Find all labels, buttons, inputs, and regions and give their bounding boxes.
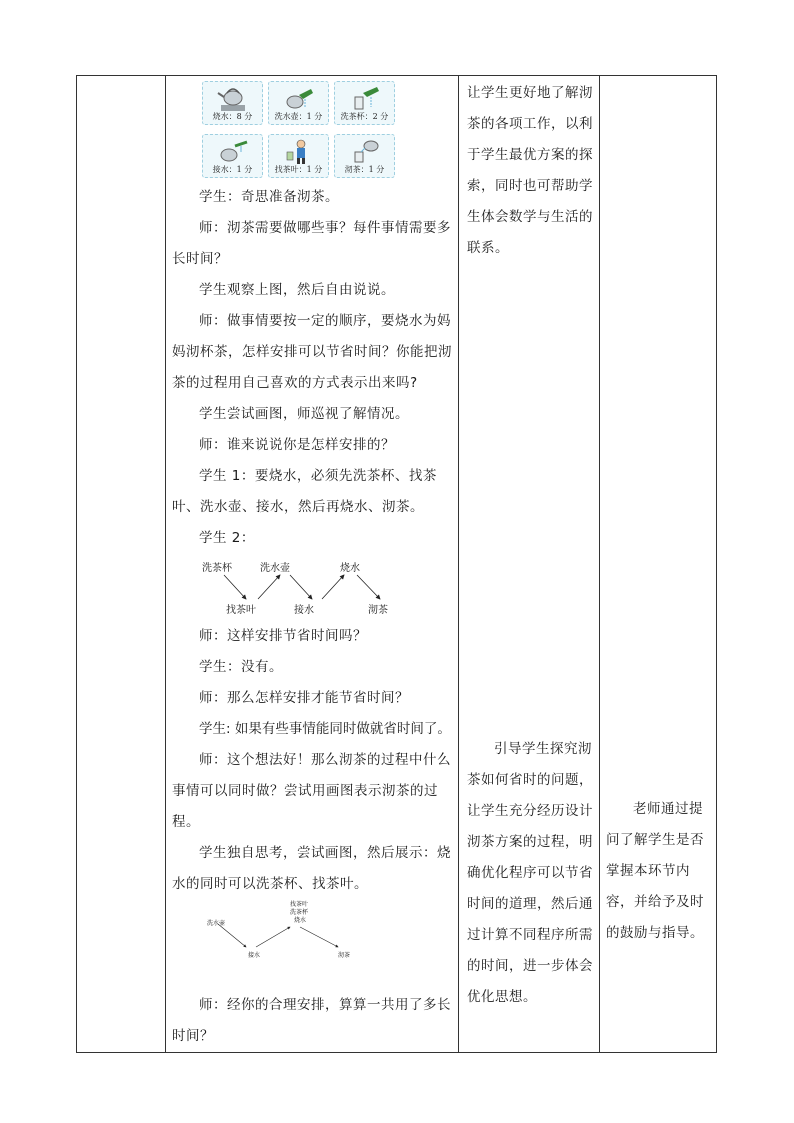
washing-kettle-icon: [283, 85, 315, 113]
picture-label: 洗水壶：1 分: [274, 112, 323, 121]
filling-kettle-icon: [217, 138, 249, 166]
paragraph: 师：经你的合理安排，算算一共用了多长时间？: [172, 997, 451, 1044]
column-divider: [599, 76, 600, 1052]
flow-diagram-1: [202, 559, 402, 619]
step-wash-cups: 洗茶杯: [290, 909, 309, 916]
paragraph: 学生独自思考，尝试画图，然后展示：烧水的同时可以洗茶杯、找茶叶。: [172, 845, 451, 892]
intent-text-bottom: 引导学生探究沏茶如何省时的问题，让学生充分经历设计沏茶方案的过程，明确优化程序可以节省时间的道理，然后通过计算不同程序所需的时间，进一步体会优化思想。: [467, 741, 593, 1005]
step-wash-kettle: 洗水壶: [260, 563, 290, 574]
lesson-table: [76, 75, 717, 1053]
process-text-top: [172, 182, 454, 554]
step-wash-cups: 洗茶杯: [202, 563, 232, 574]
picture-make-tea: [334, 134, 395, 178]
paragraph: 学生 2：: [199, 530, 255, 546]
paragraph: 学生：没有。: [199, 659, 283, 675]
paragraph: 学生 1：要烧水，必须先洗茶杯、找茶叶、洗水壶、接水，然后再烧水、沏茶。: [172, 468, 437, 515]
child-finding-tea-icon: [283, 138, 315, 166]
process-text-middle: [172, 621, 454, 900]
step-make-tea: 沏茶: [368, 605, 388, 616]
picture-label: 烧水：8 分: [212, 112, 253, 121]
step-boil-water: 烧水: [294, 917, 307, 924]
paragraph: 学生观察上图，然后自由说说。: [199, 282, 395, 298]
paragraph: 师：谁来说说你是怎样安排的？: [199, 437, 395, 453]
picture-wash-kettle: [268, 81, 329, 125]
paragraph: 师：沏茶需要做哪些事？每件事情需要多长时间？: [172, 220, 451, 267]
step-wash-kettle: 洗水壶: [207, 920, 226, 927]
paragraph: 学生尝试画图，师巡视了解情况。: [199, 406, 409, 422]
kettle-on-stove-icon: [217, 85, 249, 113]
picture-label: 接水：1 分: [212, 165, 253, 174]
paragraph: 师：这样安排节省时间吗？: [199, 628, 367, 644]
step-boil-water: 烧水: [340, 563, 360, 574]
picture-label: 洗茶杯：2 分: [340, 112, 389, 121]
evaluation-text: 老师通过提问了解学生是否掌握本环节内容，并给予及时的鼓励与指导。: [606, 801, 704, 941]
picture-label: 沏茶：1 分: [344, 165, 385, 174]
process-text-bottom: [172, 990, 454, 1052]
paragraph: 师：那么怎样安排才能节省时间？: [199, 690, 409, 706]
flow-diagram-2: [202, 899, 382, 963]
picture-label: 找茶叶：1 分: [274, 165, 323, 174]
washing-cup-icon: [349, 85, 381, 113]
intent-text-top: 让学生更好地了解沏茶的各项工作，以利于学生最优方案的探索，同时也可帮助学生体会数学与生活的联系。: [467, 85, 593, 256]
column-divider: [165, 76, 166, 1052]
picture-fill-water: [202, 134, 263, 178]
step-fill-water: 接水: [248, 952, 261, 959]
picture-wash-cups: [334, 81, 395, 125]
paragraph: 师：做事情要按一定的顺序，要烧水为妈妈沏杯茶，怎样安排可以节省时间？你能把沏茶的过程用自己喜欢的方式表示出来吗?: [172, 313, 452, 391]
paragraph: 师：这个想法好！那么沏茶的过程中什么事情可以同时做？尝试用画图表示沏茶的过程。: [172, 752, 451, 830]
paragraph: 学生: 如果有些事情能同时做就省时间了。: [199, 721, 451, 737]
column-divider: [458, 76, 459, 1052]
step-make-tea: 沏茶: [338, 952, 351, 959]
pouring-tea-icon: [349, 138, 381, 166]
picture-find-tea: [268, 134, 329, 178]
picture-boil-water: [202, 81, 263, 125]
step-find-tea: 找茶叶: [290, 901, 309, 908]
step-find-tea: 找茶叶: [226, 605, 256, 616]
step-fill-water: 接水: [294, 605, 314, 616]
paragraph: 学生：奇思准备沏茶。: [199, 189, 339, 205]
